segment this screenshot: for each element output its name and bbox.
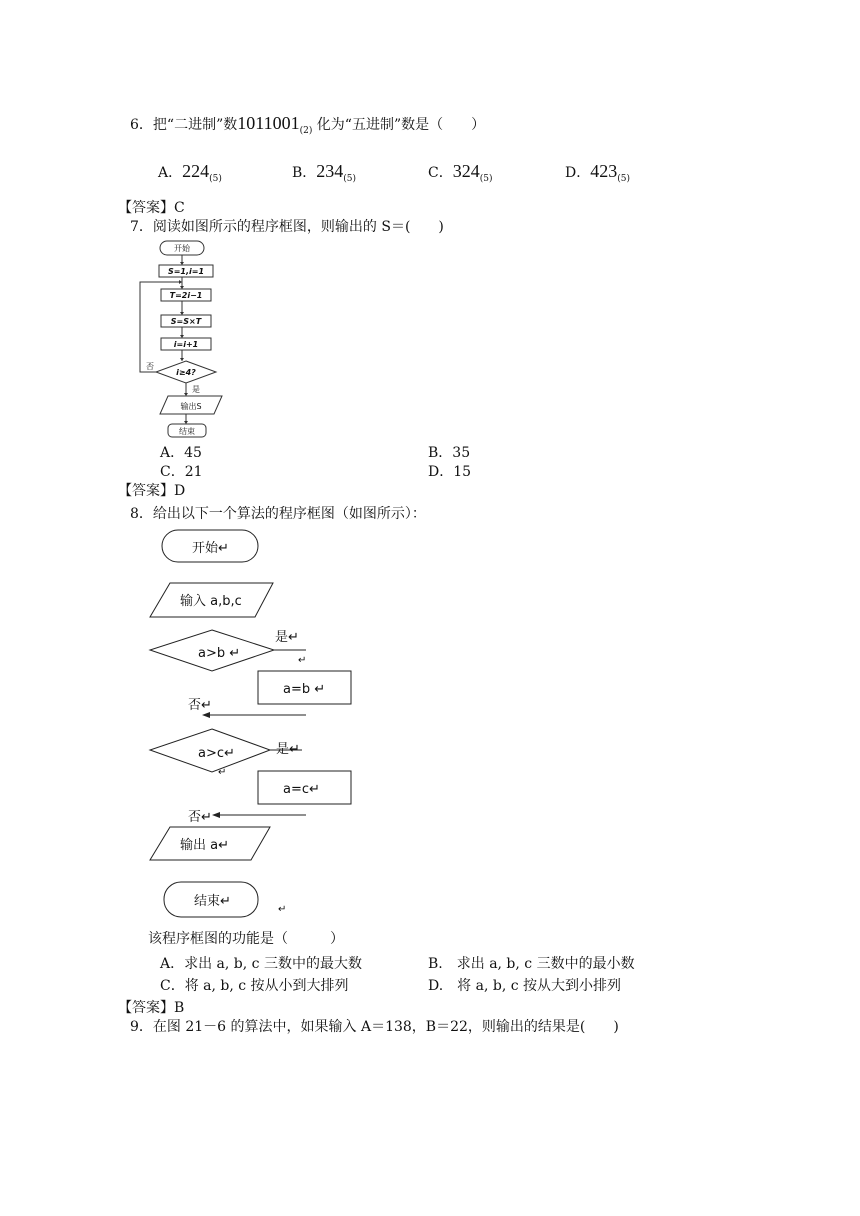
q6-binary-subscript: (2) (299, 126, 313, 136)
q6-option-d (565, 162, 630, 188)
step1-label: T=2i−1 (169, 291, 203, 300)
no-label: 否 (146, 362, 154, 371)
start-label: 开始↵ (192, 541, 229, 556)
mark-2: ↵ (218, 767, 227, 778)
no1-label: 否↵ (188, 698, 212, 713)
start-label: 开始 (174, 244, 190, 253)
option-subscript: (5) (343, 174, 357, 184)
output-label: 输出 a↵ (180, 838, 229, 853)
cond2-label: a>c↵ (198, 746, 235, 761)
option-value: 423 (590, 161, 618, 181)
q6-text-a: 把“二进制”数 (152, 117, 238, 133)
q7-stem: 7．阅读如图所示的程序框图，则输出的 S＝( ) (130, 219, 444, 235)
mark-3: ↵ (278, 904, 287, 915)
q6-stem (130, 114, 485, 140)
step3-label: i=i+1 (173, 340, 199, 349)
q6-option-a (158, 162, 222, 188)
assign1-label: a=b ↵ (283, 682, 326, 697)
cond-label: i≥4? (176, 368, 196, 377)
q8-question: 该程序框图的功能是（ ） (148, 931, 344, 947)
q9-stem: 9．在图 21－6 的算法中，如果输入 A＝138，B＝22，则输出的结果是( ) (130, 1019, 619, 1035)
option-subscript: (5) (479, 174, 493, 184)
q8-flowchart (140, 522, 380, 922)
q6-text-b: 化为“五进制”数是（ ） (312, 117, 486, 133)
yes2-label: 是↵ (276, 742, 300, 757)
q6-option-c (428, 162, 492, 188)
step2-label: S=S×T (170, 317, 202, 326)
q6-option-b (292, 162, 356, 188)
q8-option-d: D. 将 a, b, c 按从大到小排列 (428, 978, 622, 994)
q7-option-d: D．15 (428, 464, 472, 480)
option-value: 234 (316, 161, 344, 181)
q8-option-c: C．将 a, b, c 按从小到大排列 (160, 978, 349, 994)
end-label: 结束↵ (194, 894, 231, 909)
init-label: S=1,i=1 (167, 267, 205, 276)
assign2-label: a=c↵ (283, 782, 320, 797)
yes1-label: 是↵ (275, 630, 299, 645)
q6-number: 6． (130, 117, 153, 133)
mark-1: ↵ (298, 655, 307, 666)
end-label: 结束 (179, 427, 195, 436)
q8-answer: 【答案】B (118, 1000, 185, 1016)
q7-answer: 【答案】D (118, 483, 186, 499)
yes-label: 是 (192, 385, 200, 394)
input-label: 输入 a,b,c (180, 594, 242, 609)
option-label: C． (428, 165, 453, 181)
option-subscript: (5) (617, 174, 630, 184)
q7-option-c: C．21 (160, 464, 203, 480)
option-subscript: (5) (209, 174, 222, 184)
option-label: B． (292, 165, 317, 181)
cond1-label: a>b ↵ (198, 646, 241, 661)
q8-stem: 8．给出以下一个算法的程序框图（如图所示）： (130, 506, 426, 522)
q6-answer: 【答案】C (118, 200, 185, 216)
option-label: A． (158, 165, 183, 181)
option-label: D． (565, 165, 591, 181)
q7-flowchart (128, 238, 248, 438)
option-value: 324 (452, 161, 480, 181)
option-value: 224 (182, 161, 210, 181)
q6-binary-number: 1011001 (237, 113, 300, 133)
q7-option-b: B．35 (428, 445, 471, 461)
output-label: 输出S (180, 402, 202, 411)
q7-option-a: A．45 (160, 445, 202, 461)
q8-option-b: B. 求出 a, b, c 三数中的最小数 (428, 956, 635, 972)
no2-label: 否↵ (188, 810, 212, 825)
q8-option-a: A．求出 a, b, c 三数中的最大数 (160, 956, 362, 972)
